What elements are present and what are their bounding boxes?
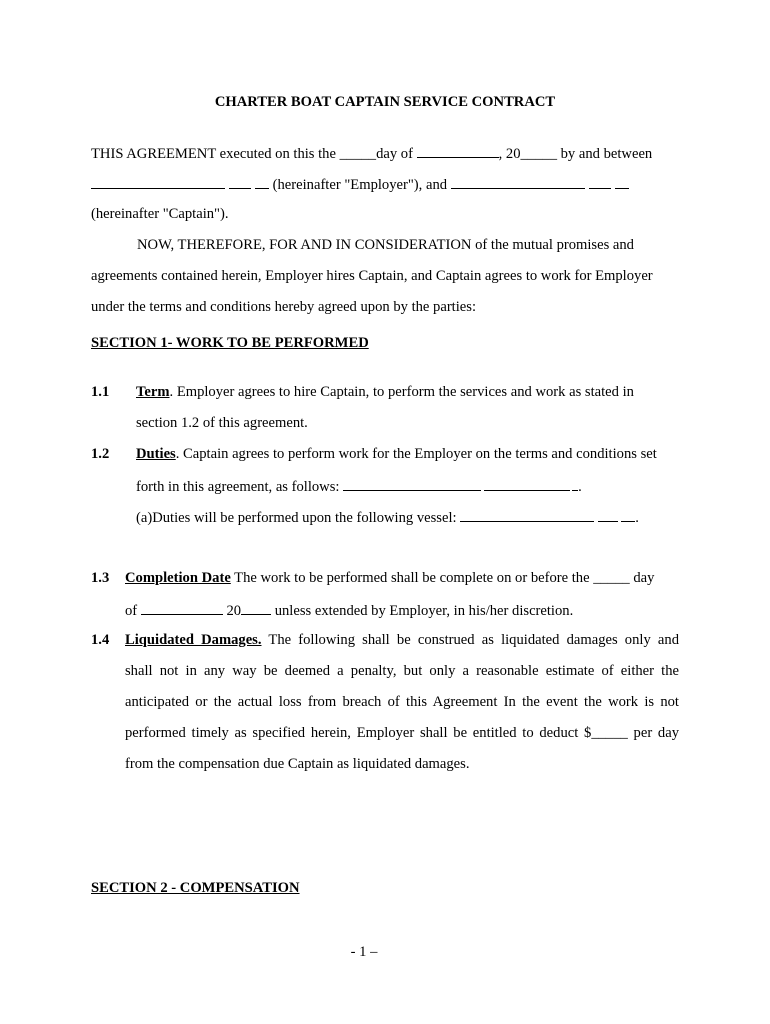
duties-blank-extra[interactable] [484, 477, 570, 491]
clause-1-4-line-3: anticipated or the actual loss from breach of this Agreement In the event the work is not [125, 694, 679, 710]
completion-year-blank[interactable] [241, 601, 271, 615]
section-1-heading: SECTION 1- WORK TO BE PERFORMED [91, 335, 369, 351]
employer-name-blank[interactable] [91, 175, 225, 189]
intro-text-2b: (hereinafter "Employer"), and [269, 177, 451, 193]
clause-1-1-line-2: section 1.2 of this agreement. [136, 415, 308, 431]
employer-name-blank-short[interactable] [255, 175, 269, 189]
vessel-blank[interactable] [460, 508, 594, 522]
intro-text-1a: THIS AGREEMENT executed on this the _____day of [91, 146, 417, 162]
vessel-blank-short[interactable] [621, 508, 635, 522]
captain-name-blank-short[interactable] [615, 175, 629, 189]
clause-1-4-text-1: The following shall be construed as liquidated damages only and [261, 632, 679, 648]
vessel-blank-extra[interactable] [598, 508, 618, 522]
clause-1-4-line-5: from the compensation due Captain as liquidated damages. [125, 756, 470, 772]
captain-name-blank-extra[interactable] [589, 175, 611, 189]
captain-name-blank[interactable] [451, 175, 585, 189]
clause-1-2-line-3 [136, 508, 639, 527]
clause-1-2-text-2b: . [578, 479, 582, 495]
intro-line-3: (hereinafter "Captain"). [91, 206, 229, 222]
clause-1-3-title: Completion Date [125, 570, 231, 586]
clause-1-3-number: 1.3 [91, 570, 110, 586]
clause-1-3-text-2b: 20 [222, 603, 242, 619]
clause-1-4-title: Liquidated Damages. [125, 632, 262, 648]
clause-1-3-line-2 [125, 601, 573, 620]
intro-line-1 [91, 144, 652, 163]
consideration-para-line-2: agreements contained herein, Employer hires Captain, and Captain agrees to work for Employer [91, 268, 653, 284]
clause-1-2-line-1 [136, 446, 657, 463]
clause-1-2-number: 1.2 [91, 446, 110, 462]
clause-1-1-number: 1.1 [91, 384, 110, 400]
consideration-para-line-3: under the terms and conditions hereby agreed upon by the parties: [91, 299, 476, 315]
duties-blank[interactable] [343, 477, 481, 491]
clause-1-2-text-3b: . [635, 510, 639, 526]
clause-1-3-text-1: The work to be performed shall be complete on or before the _____ day [230, 570, 655, 586]
clause-1-4-number: 1.4 [91, 632, 110, 648]
clause-1-2-line-2 [136, 477, 582, 496]
clause-1-3-text-2a: of [125, 603, 141, 619]
consideration-para-line-1: NOW, THEREFORE, FOR AND IN CONSIDERATION of the mutual promises and [137, 237, 634, 253]
completion-month-blank[interactable] [141, 601, 223, 615]
clause-1-3-text-2c: unless extended by Employer, in his/her discretion. [271, 603, 574, 619]
date-month-blank[interactable] [417, 144, 499, 158]
clause-1-1-text-1: . Employer agrees to hire Captain, to perform the services and work as stated in [169, 384, 634, 400]
clause-1-1-title: Term [136, 384, 170, 400]
intro-line-2 [91, 175, 629, 194]
clause-1-2-title: Duties [136, 446, 176, 462]
clause-1-2-text-3a: (a)Duties will be performed upon the following vessel: [136, 510, 461, 526]
clause-1-1-line-1 [136, 384, 634, 401]
intro-text-1b: , 20_____ by and between [498, 146, 653, 162]
section-2-heading: SECTION 2 - COMPENSATION [91, 880, 300, 896]
page-number: - 1 – [350, 944, 378, 960]
clause-1-3-line-1 [125, 570, 654, 587]
clause-1-2-text-2a: forth in this agreement, as follows: [136, 479, 344, 495]
clause-1-4-line-4: performed timely as specified herein, Employer shall be entitled to deduct $_____ per day [125, 725, 679, 741]
clause-1-2-text-1: . Captain agrees to perform work for the Employer on the terms and conditions set [175, 446, 657, 462]
document-title: CHARTER BOAT CAPTAIN SERVICE CONTRACT [214, 94, 556, 110]
clause-1-4-line-1 [125, 632, 679, 649]
clause-1-4-line-2: shall not in any way be deemed a penalty, but only a reasonable estimate of either the [125, 663, 679, 679]
employer-name-blank-extra[interactable] [229, 175, 251, 189]
